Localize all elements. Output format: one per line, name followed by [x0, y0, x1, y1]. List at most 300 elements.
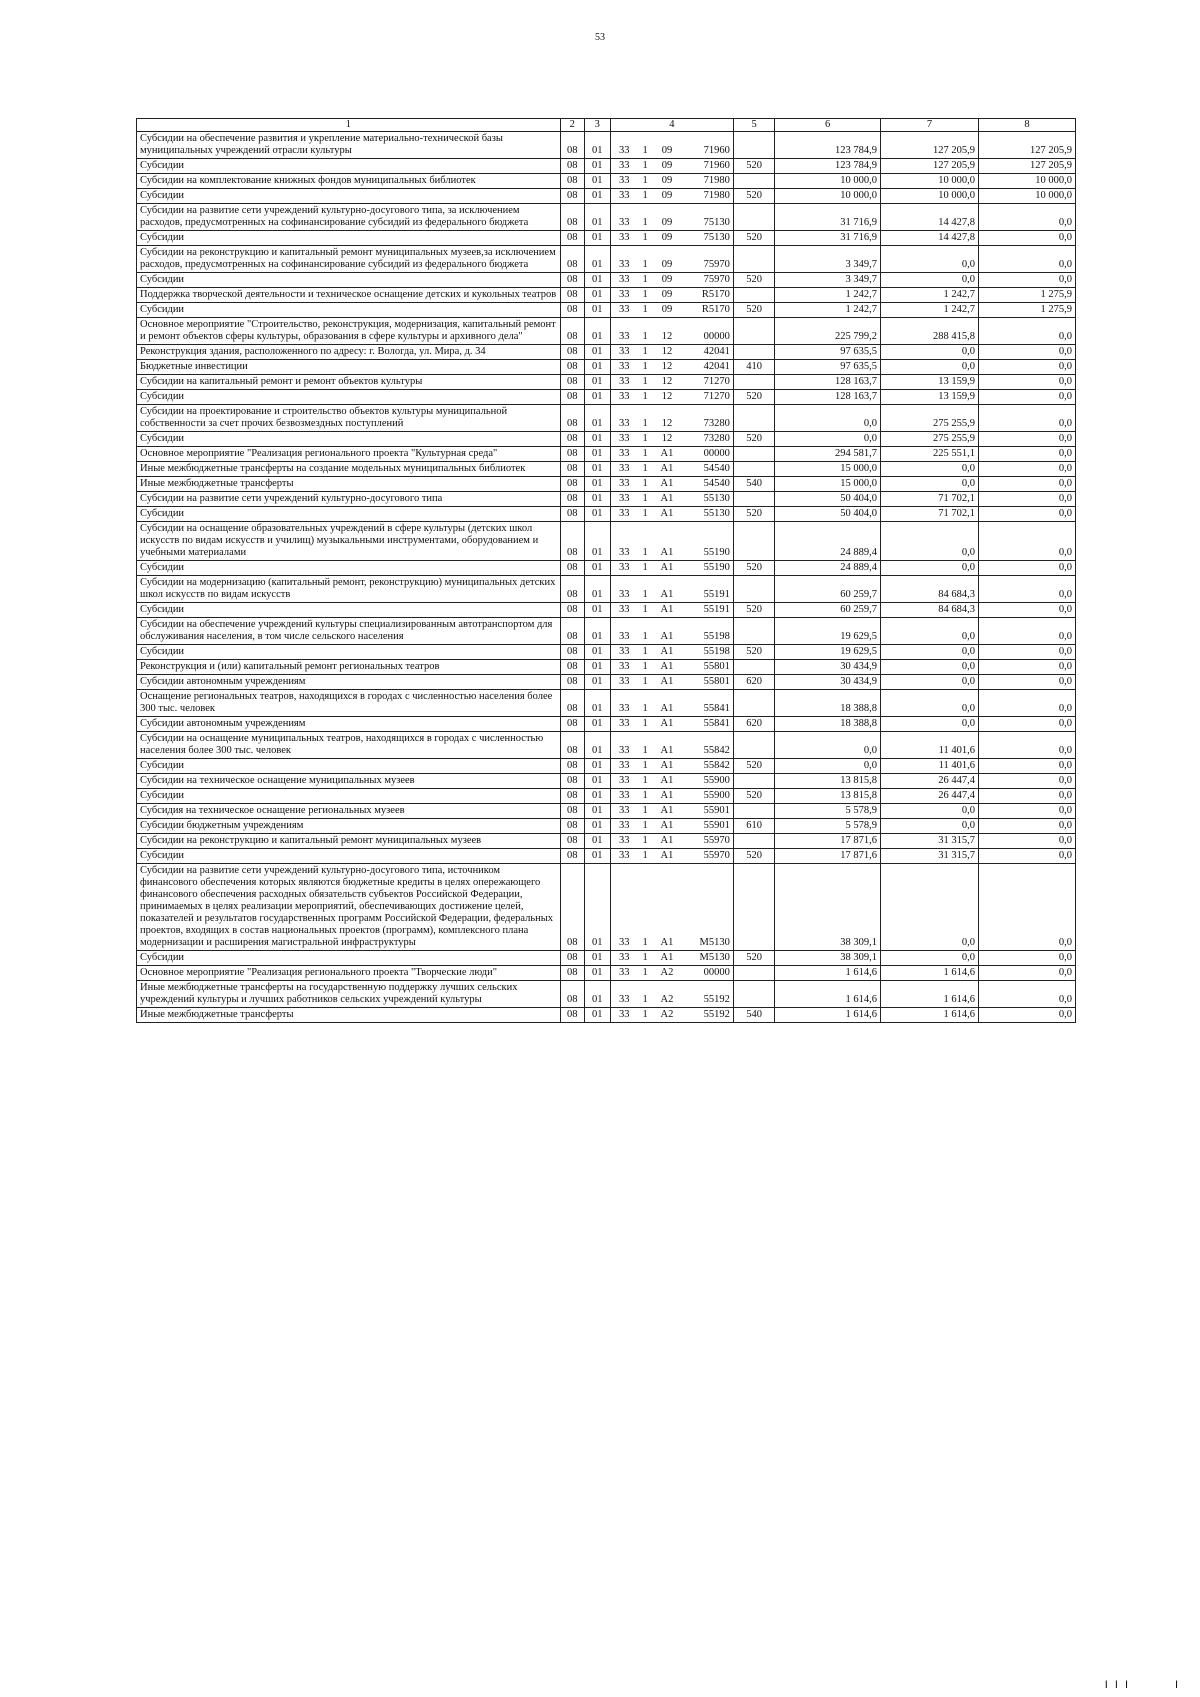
table-row	[137, 690, 1076, 717]
row-program-code: 33	[610, 522, 637, 561]
row-amount-year-3: 0,0	[978, 834, 1075, 849]
row-amount-year-2: 11 401,6	[880, 732, 978, 759]
row-description: Субсидии на комплектование книжных фондов муниципальных библиотек	[137, 174, 561, 189]
row-subprogram-code: 1	[638, 660, 653, 675]
row-subprogram-code: 1	[638, 603, 653, 618]
row-section-code: 08	[560, 303, 584, 318]
table-row	[137, 405, 1076, 432]
row-description: Оснащение региональных театров, находящихся в городах с численностью населения более 300 тыс. человек	[137, 690, 561, 717]
row-expense-type: 520	[733, 951, 774, 966]
row-amount-year-1: 5 578,9	[775, 804, 881, 819]
row-subsection-code: 01	[584, 246, 610, 273]
row-description: Субсидии на оснащение образовательных учреждений в сфере культуры (детских школ искусств по видам искусств и училищ) музыкальными инструментами, оборудованием и учебными материалами	[137, 522, 561, 561]
row-expense-type: 410	[733, 360, 774, 375]
row-amount-year-2: 275 255,9	[880, 405, 978, 432]
row-subsection-code: 01	[584, 288, 610, 303]
row-amount-year-1: 97 635,5	[775, 360, 881, 375]
row-description: Основное мероприятие "Строительство, реконструкция, модернизация, капитальный ремонт и ремонт объектов сферы культуры, образования в сфере культуры и архивного дела"	[137, 318, 561, 345]
row-amount-year-1: 3 349,7	[775, 246, 881, 273]
row-section-code: 08	[560, 288, 584, 303]
row-description: Иные межбюджетные трансферты на создание модельных муниципальных библиотек	[137, 462, 561, 477]
row-amount-year-2: 0,0	[880, 522, 978, 561]
row-expense-type: 520	[733, 849, 774, 864]
row-event-code: A1	[653, 603, 681, 618]
table-row	[137, 189, 1076, 204]
row-direction-code: 55801	[681, 675, 733, 690]
row-expense-type: 520	[733, 273, 774, 288]
table-row	[137, 966, 1076, 981]
row-description: Субсидии на техническое оснащение муниципальных музеев	[137, 774, 561, 789]
row-amount-year-2: 0,0	[880, 675, 978, 690]
table-row	[137, 375, 1076, 390]
row-subsection-code: 01	[584, 522, 610, 561]
row-expense-type	[733, 318, 774, 345]
row-direction-code: R5170	[681, 303, 733, 318]
row-section-code: 08	[560, 834, 584, 849]
row-description: Субсидии	[137, 849, 561, 864]
row-section-code: 08	[560, 759, 584, 774]
row-subsection-code: 01	[584, 660, 610, 675]
row-description: Субсидии на реконструкцию и капитальный ремонт муниципальных музеев,за исключением расходов, предусмотренных на софинансирование субсидий из федерального бюджета	[137, 246, 561, 273]
row-description: Субсидии на оснащение муниципальных театров, находящихся в городах с численностью населения более 300 тыс. человек	[137, 732, 561, 759]
row-amount-year-1: 24 889,4	[775, 522, 881, 561]
row-amount-year-1: 50 404,0	[775, 507, 881, 522]
row-direction-code: 00000	[681, 318, 733, 345]
row-event-code: 12	[653, 405, 681, 432]
row-event-code: 09	[653, 303, 681, 318]
header-col-6: 6	[775, 119, 881, 132]
header-col-3: 3	[584, 119, 610, 132]
row-subsection-code: 01	[584, 477, 610, 492]
row-event-code: 09	[653, 189, 681, 204]
row-amount-year-3: 0,0	[978, 849, 1075, 864]
row-program-code: 33	[610, 834, 637, 849]
row-program-code: 33	[610, 318, 637, 345]
row-expense-type	[733, 618, 774, 645]
header-col-4: 4	[610, 119, 733, 132]
row-amount-year-2: 0,0	[880, 273, 978, 288]
table-header-row	[137, 119, 1076, 132]
row-direction-code: 55198	[681, 645, 733, 660]
row-expense-type: 620	[733, 717, 774, 732]
row-amount-year-2: 0,0	[880, 804, 978, 819]
row-amount-year-3: 1 275,9	[978, 288, 1075, 303]
row-program-code: 33	[610, 966, 637, 981]
row-description: Поддержка творческой деятельности и техническое оснащение детских и кукольных театров	[137, 288, 561, 303]
row-program-code: 33	[610, 246, 637, 273]
row-amount-year-2: 1 242,7	[880, 303, 978, 318]
row-subsection-code: 01	[584, 804, 610, 819]
row-amount-year-2: 71 702,1	[880, 492, 978, 507]
row-expense-type: 540	[733, 1008, 774, 1023]
row-program-code: 33	[610, 174, 637, 189]
row-expense-type: 520	[733, 561, 774, 576]
row-subsection-code: 01	[584, 774, 610, 789]
row-amount-year-3: 0,0	[978, 204, 1075, 231]
row-amount-year-3: 0,0	[978, 492, 1075, 507]
row-section-code: 08	[560, 132, 584, 159]
row-subsection-code: 01	[584, 966, 610, 981]
row-description: Субсидии	[137, 189, 561, 204]
row-section-code: 08	[560, 645, 584, 660]
row-section-code: 08	[560, 360, 584, 375]
row-description: Иные межбюджетные трансферты	[137, 1008, 561, 1023]
row-event-code: 12	[653, 375, 681, 390]
row-amount-year-2: 10 000,0	[880, 189, 978, 204]
row-expense-type: 520	[733, 789, 774, 804]
row-subprogram-code: 1	[638, 951, 653, 966]
row-program-code: 33	[610, 432, 637, 447]
row-description: Субсидии	[137, 645, 561, 660]
row-amount-year-1: 18 388,8	[775, 690, 881, 717]
row-subprogram-code: 1	[638, 189, 653, 204]
row-description: Субсидии на развитие сети учреждений культурно-досугового типа, за исключением расходов, предусмотренных на софинансирование субсидий из федерального бюджета	[137, 204, 561, 231]
row-section-code: 08	[560, 690, 584, 717]
table-row	[137, 804, 1076, 819]
header-col-1: 1	[137, 119, 561, 132]
row-amount-year-2: 84 684,3	[880, 576, 978, 603]
row-program-code: 33	[610, 660, 637, 675]
row-event-code: A1	[653, 819, 681, 834]
row-expense-type	[733, 660, 774, 675]
row-program-code: 33	[610, 159, 637, 174]
row-subprogram-code: 1	[638, 159, 653, 174]
row-subsection-code: 01	[584, 690, 610, 717]
row-section-code: 08	[560, 390, 584, 405]
row-expense-type: 520	[733, 645, 774, 660]
row-amount-year-1: 1 614,6	[775, 1008, 881, 1023]
row-expense-type: 540	[733, 477, 774, 492]
row-subsection-code: 01	[584, 1008, 610, 1023]
row-amount-year-2: 0,0	[880, 462, 978, 477]
row-direction-code: 75130	[681, 231, 733, 246]
table-row	[137, 732, 1076, 759]
row-subprogram-code: 1	[638, 390, 653, 405]
row-section-code: 08	[560, 507, 584, 522]
row-amount-year-2: 0,0	[880, 819, 978, 834]
row-expense-type	[733, 132, 774, 159]
row-direction-code: 55130	[681, 492, 733, 507]
table-row	[137, 759, 1076, 774]
row-amount-year-3: 10 000,0	[978, 174, 1075, 189]
row-subsection-code: 01	[584, 951, 610, 966]
row-subprogram-code: 1	[638, 864, 653, 951]
row-subprogram-code: 1	[638, 204, 653, 231]
row-subprogram-code: 1	[638, 231, 653, 246]
table-row	[137, 675, 1076, 690]
row-description: Субсидии	[137, 432, 561, 447]
row-subsection-code: 01	[584, 231, 610, 246]
row-expense-type	[733, 774, 774, 789]
row-expense-type: 520	[733, 159, 774, 174]
row-subprogram-code: 1	[638, 690, 653, 717]
row-subsection-code: 01	[584, 273, 610, 288]
row-event-code: 09	[653, 159, 681, 174]
row-amount-year-2: 0,0	[880, 561, 978, 576]
row-description: Субсидии на капитальный ремонт и ремонт объектов культуры	[137, 375, 561, 390]
row-direction-code: 73280	[681, 405, 733, 432]
row-subprogram-code: 1	[638, 774, 653, 789]
row-expense-type	[733, 462, 774, 477]
row-event-code: A1	[653, 660, 681, 675]
row-amount-year-2: 31 315,7	[880, 849, 978, 864]
row-amount-year-3: 0,0	[978, 231, 1075, 246]
row-program-code: 33	[610, 618, 637, 645]
row-amount-year-1: 123 784,9	[775, 159, 881, 174]
row-event-code: A2	[653, 966, 681, 981]
row-description: Основное мероприятие "Реализация регионального проекта "Культурная среда"	[137, 447, 561, 462]
table-row	[137, 318, 1076, 345]
row-description: Иные межбюджетные трансферты на государственную поддержку лучших сельских учреждений культуры и лучших работников сельских учреждений культуры	[137, 981, 561, 1008]
row-section-code: 08	[560, 951, 584, 966]
row-amount-year-1: 38 309,1	[775, 864, 881, 951]
row-amount-year-1: 294 581,7	[775, 447, 881, 462]
row-program-code: 33	[610, 462, 637, 477]
row-program-code: 33	[610, 732, 637, 759]
table-row	[137, 273, 1076, 288]
row-section-code: 08	[560, 231, 584, 246]
row-expense-type	[733, 864, 774, 951]
row-description: Субсидии на обеспечение учреждений культуры специализированным автотранспортом для обслуживания населения, в том числе сельского населения	[137, 618, 561, 645]
row-description: Основное мероприятие "Реализация регионального проекта "Творческие люди"	[137, 966, 561, 981]
row-event-code: A1	[653, 447, 681, 462]
row-description: Субсидия на техническое оснащение региональных музеев	[137, 804, 561, 819]
row-section-code: 08	[560, 561, 584, 576]
row-event-code: A1	[653, 864, 681, 951]
row-amount-year-1: 60 259,7	[775, 603, 881, 618]
row-amount-year-2: 288 415,8	[880, 318, 978, 345]
row-amount-year-3: 0,0	[978, 318, 1075, 345]
row-amount-year-1: 1 242,7	[775, 288, 881, 303]
row-description: Иные межбюджетные трансферты	[137, 477, 561, 492]
row-amount-year-3: 0,0	[978, 618, 1075, 645]
row-subprogram-code: 1	[638, 834, 653, 849]
row-subsection-code: 01	[584, 405, 610, 432]
row-direction-code: 55841	[681, 717, 733, 732]
row-event-code: A1	[653, 507, 681, 522]
row-direction-code: 71980	[681, 174, 733, 189]
table-row	[137, 159, 1076, 174]
row-event-code: A1	[653, 804, 681, 819]
row-direction-code: 55801	[681, 660, 733, 675]
row-amount-year-1: 50 404,0	[775, 492, 881, 507]
row-expense-type	[733, 576, 774, 603]
row-direction-code: 71960	[681, 159, 733, 174]
row-section-code: 08	[560, 849, 584, 864]
row-subsection-code: 01	[584, 375, 610, 390]
row-subsection-code: 01	[584, 447, 610, 462]
row-subprogram-code: 1	[638, 405, 653, 432]
row-expense-type	[733, 966, 774, 981]
row-direction-code: 00000	[681, 447, 733, 462]
row-subsection-code: 01	[584, 132, 610, 159]
row-event-code: A1	[653, 732, 681, 759]
row-amount-year-3: 0,0	[978, 273, 1075, 288]
row-amount-year-3: 0,0	[978, 360, 1075, 375]
row-amount-year-3: 0,0	[978, 645, 1075, 660]
row-subsection-code: 01	[584, 789, 610, 804]
row-subsection-code: 01	[584, 603, 610, 618]
row-amount-year-2: 0,0	[880, 246, 978, 273]
row-amount-year-3: 10 000,0	[978, 189, 1075, 204]
row-subprogram-code: 1	[638, 360, 653, 375]
row-subsection-code: 01	[584, 981, 610, 1008]
row-amount-year-3: 127 205,9	[978, 159, 1075, 174]
row-amount-year-1: 0,0	[775, 732, 881, 759]
row-program-code: 33	[610, 390, 637, 405]
row-direction-code: 73280	[681, 432, 733, 447]
row-event-code: 12	[653, 390, 681, 405]
row-expense-type	[733, 375, 774, 390]
row-section-code: 08	[560, 174, 584, 189]
row-subprogram-code: 1	[638, 345, 653, 360]
row-expense-type: 520	[733, 432, 774, 447]
row-expense-type	[733, 288, 774, 303]
row-description: Субсидии на реконструкцию и капитальный ремонт муниципальных музеев	[137, 834, 561, 849]
row-amount-year-2: 0,0	[880, 645, 978, 660]
row-event-code: 09	[653, 231, 681, 246]
row-direction-code: 55841	[681, 690, 733, 717]
row-section-code: 08	[560, 789, 584, 804]
row-program-code: 33	[610, 819, 637, 834]
row-event-code: A1	[653, 492, 681, 507]
row-subprogram-code: 1	[638, 966, 653, 981]
row-amount-year-2: 0,0	[880, 690, 978, 717]
row-amount-year-1: 5 578,9	[775, 819, 881, 834]
table-row	[137, 522, 1076, 561]
row-amount-year-3: 0,0	[978, 390, 1075, 405]
row-expense-type	[733, 522, 774, 561]
row-amount-year-2: 1 614,6	[880, 966, 978, 981]
row-subprogram-code: 1	[638, 576, 653, 603]
row-expense-type	[733, 834, 774, 849]
row-expense-type: 520	[733, 603, 774, 618]
row-amount-year-2: 26 447,4	[880, 789, 978, 804]
row-amount-year-1: 17 871,6	[775, 849, 881, 864]
row-amount-year-1: 24 889,4	[775, 561, 881, 576]
row-event-code: A1	[653, 576, 681, 603]
row-program-code: 33	[610, 132, 637, 159]
row-amount-year-3: 0,0	[978, 561, 1075, 576]
row-section-code: 08	[560, 966, 584, 981]
row-amount-year-2: 0,0	[880, 618, 978, 645]
row-amount-year-2: 0,0	[880, 717, 978, 732]
row-amount-year-3: 0,0	[978, 690, 1075, 717]
row-event-code: 09	[653, 273, 681, 288]
row-subsection-code: 01	[584, 849, 610, 864]
row-section-code: 08	[560, 405, 584, 432]
row-subsection-code: 01	[584, 159, 610, 174]
row-description: Субсидии	[137, 603, 561, 618]
table-row	[137, 789, 1076, 804]
row-event-code: A1	[653, 774, 681, 789]
row-subsection-code: 01	[584, 189, 610, 204]
row-direction-code: 55130	[681, 507, 733, 522]
row-direction-code: 55190	[681, 561, 733, 576]
row-section-code: 08	[560, 432, 584, 447]
row-direction-code: 55900	[681, 774, 733, 789]
table-row	[137, 447, 1076, 462]
row-subsection-code: 01	[584, 864, 610, 951]
row-amount-year-3: 0,0	[978, 246, 1075, 273]
row-program-code: 33	[610, 231, 637, 246]
row-program-code: 33	[610, 288, 637, 303]
row-expense-type: 520	[733, 390, 774, 405]
row-direction-code: 55901	[681, 804, 733, 819]
row-section-code: 08	[560, 159, 584, 174]
row-subsection-code: 01	[584, 732, 610, 759]
row-amount-year-2: 275 255,9	[880, 432, 978, 447]
table-row	[137, 660, 1076, 675]
row-event-code: 12	[653, 360, 681, 375]
row-direction-code: R5170	[681, 288, 733, 303]
row-section-code: 08	[560, 603, 584, 618]
row-subprogram-code: 1	[638, 522, 653, 561]
row-subsection-code: 01	[584, 303, 610, 318]
row-amount-year-1: 123 784,9	[775, 132, 881, 159]
row-description: Субсидии	[137, 390, 561, 405]
row-amount-year-1: 10 000,0	[775, 189, 881, 204]
row-subsection-code: 01	[584, 618, 610, 645]
row-subprogram-code: 1	[638, 318, 653, 345]
row-expense-type	[733, 732, 774, 759]
row-event-code: A1	[653, 477, 681, 492]
row-amount-year-3: 0,0	[978, 660, 1075, 675]
row-section-code: 08	[560, 675, 584, 690]
budget-table	[136, 118, 1076, 1023]
row-section-code: 08	[560, 618, 584, 645]
row-subprogram-code: 1	[638, 477, 653, 492]
row-expense-type: 520	[733, 231, 774, 246]
row-amount-year-1: 1 614,6	[775, 966, 881, 981]
table-row	[137, 576, 1076, 603]
row-section-code: 08	[560, 660, 584, 675]
row-section-code: 08	[560, 981, 584, 1008]
row-direction-code: 55191	[681, 576, 733, 603]
table-row	[137, 849, 1076, 864]
row-section-code: 08	[560, 1008, 584, 1023]
row-program-code: 33	[610, 507, 637, 522]
row-description: Субсидии автономным учреждениям	[137, 675, 561, 690]
row-amount-year-1: 128 163,7	[775, 375, 881, 390]
row-section-code: 08	[560, 462, 584, 477]
row-amount-year-3: 0,0	[978, 717, 1075, 732]
row-event-code: A1	[653, 759, 681, 774]
row-description: Субсидии на обеспечение развития и укрепление материально-технической базы муниципальных учреждений отрасли культуры	[137, 132, 561, 159]
table-row	[137, 432, 1076, 447]
row-event-code: 09	[653, 246, 681, 273]
row-section-code: 08	[560, 246, 584, 273]
row-direction-code: 00000	[681, 966, 733, 981]
row-amount-year-2: 0,0	[880, 477, 978, 492]
row-description: Субсидии бюджетным учреждениям	[137, 819, 561, 834]
row-program-code: 33	[610, 981, 637, 1008]
row-amount-year-1: 15 000,0	[775, 462, 881, 477]
row-section-code: 08	[560, 864, 584, 951]
row-amount-year-3: 0,0	[978, 603, 1075, 618]
table-row	[137, 246, 1076, 273]
row-event-code: 09	[653, 132, 681, 159]
table-row	[137, 132, 1076, 159]
row-amount-year-1: 1 242,7	[775, 303, 881, 318]
row-section-code: 08	[560, 576, 584, 603]
row-amount-year-2: 127 205,9	[880, 159, 978, 174]
row-amount-year-3: 0,0	[978, 864, 1075, 951]
row-event-code: A1	[653, 951, 681, 966]
row-description: Субсидии	[137, 561, 561, 576]
row-program-code: 33	[610, 864, 637, 951]
row-amount-year-3: 0,0	[978, 819, 1075, 834]
